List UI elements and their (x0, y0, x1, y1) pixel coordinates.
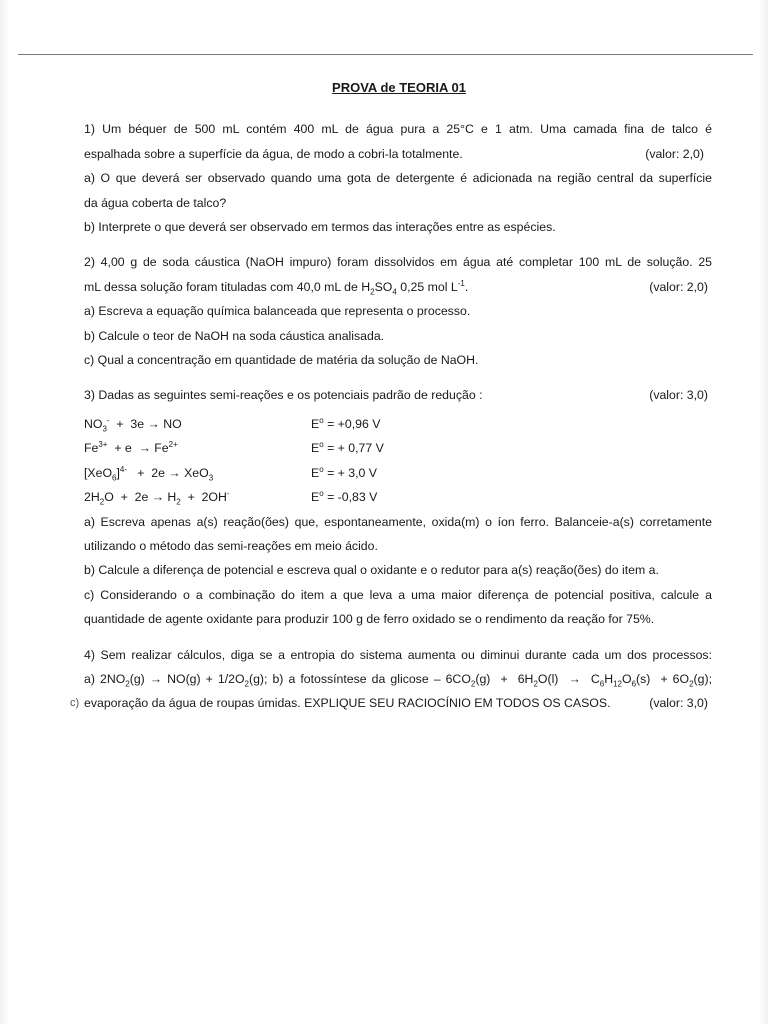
question-3 (84, 383, 712, 631)
rxn-superscript: 2+ (168, 440, 178, 450)
q4-line-3 (70, 691, 712, 715)
potential-symbol: E (311, 490, 320, 505)
rxn-text: + e → Fe (107, 441, 169, 456)
potential-value: = + 3,0 V (323, 465, 377, 480)
q1-item-b: b) Interprete o que deverá ser observado em termos das interações entre as espécies. (84, 220, 556, 235)
q2-line-2-part: . (464, 279, 469, 294)
half-reaction-2-equation (84, 436, 311, 460)
half-reaction-4 (84, 485, 712, 509)
potential-value: = + 0,77 V (323, 441, 384, 456)
potential-superscript: o (319, 440, 324, 450)
q4-text: (g) → NO(g) + 1/2O (129, 671, 245, 686)
q1-line-1: 1) Um béquer de 500 mL contém 400 mL de água pura a 25°C e 1 atm. Uma camada fina de talco é (84, 122, 712, 137)
rxn-text: + 3e → NO (109, 416, 182, 431)
q4-valor: (valor: 3,0) (649, 696, 708, 711)
q4-subscript: 2 (244, 679, 249, 689)
rxn-superscript: 3+ (98, 440, 108, 450)
half-reaction-2 (84, 436, 712, 460)
rxn-text: O + 2e → H (104, 490, 177, 505)
q4-line-3-text: evaporação da água de roupas úmidas. EXPLIQUE SEU RACIOCÍNIO EM TODOS OS CASOS. (84, 696, 611, 711)
potential-symbol: E (311, 416, 320, 431)
potential-superscript: o (319, 464, 324, 474)
half-reaction-3-potential (311, 461, 377, 485)
rxn-superscript: - (226, 489, 230, 498)
q2-subscript: 4 (392, 287, 397, 297)
rxn-subscript: 6 (112, 473, 117, 483)
q4-text: (s) + 6O (636, 671, 690, 686)
half-reaction-1-equation (84, 412, 311, 436)
exam-sheet (70, 76, 712, 727)
half-reaction-3-equation (84, 461, 311, 485)
potential-value: = -0,83 V (323, 490, 378, 505)
q4-item-c-marker: c) (70, 697, 80, 710)
rxn-subscript: 3 (208, 473, 214, 483)
q1-item-a-line-2: da água coberta de talco? (84, 195, 227, 210)
rxn-subscript: 3 (102, 424, 107, 434)
q1-valor: (valor: 2,0) (645, 146, 704, 161)
q4-text: O (622, 671, 632, 686)
q3-item-b: b) Calcule a diferença de potencial e escreva qual o oxidante e o redutor para a(s) reação(ões) do item a. (84, 563, 659, 578)
q4-subscript: 2 (533, 679, 538, 689)
q4-line-2 (84, 667, 712, 691)
q4-line-1: 4) Sem realizar cálculos, diga se a entropia do sistema aumenta ou diminui durante cada um dos processos: (84, 647, 712, 662)
q2-line-2-part: SO (374, 279, 393, 294)
top-rule-line (18, 54, 753, 55)
half-reaction-4-equation (84, 485, 311, 509)
q3-item-c-line-1: c) Considerando o a combinação do item a que leva a uma maior diferença de potencial positiva, calcule a (84, 587, 712, 602)
q4-subscript: 12 (613, 679, 622, 689)
q2-item-a: a) Escreva a equação química balanceada que representa o processo. (84, 304, 471, 319)
q4-text: a) 2NO (84, 671, 126, 686)
rxn-text: + 2e → XeO (127, 465, 209, 480)
rxn-subscript: 2 (99, 497, 105, 507)
q2-line-2 (84, 275, 712, 299)
half-reaction-3 (84, 461, 712, 485)
q4-text: (g) + 6H (475, 671, 534, 686)
q4-subscript: 2 (689, 679, 694, 689)
rxn-superscript: - (106, 415, 110, 425)
half-reaction-1 (84, 412, 712, 436)
q4-text: (g); (693, 671, 712, 686)
half-reaction-1-potential (311, 412, 380, 436)
q2-valor: (valor: 2,0) (649, 279, 708, 294)
potential-symbol: E (311, 465, 320, 480)
exam-title: PROVA de TEORIA 01 (332, 80, 466, 95)
q2-item-c: c) Qual a concentração em quantidade de matéria da solução de NaOH. (84, 353, 479, 368)
question-4 (70, 643, 712, 716)
q3-item-a-line-2: utilizando o método das semi-reações em meio ácido. (84, 538, 378, 553)
q2-item-b: b) Calcule o teor de NaOH na soda cáustica analisada. (84, 328, 385, 343)
potential-superscript: o (319, 489, 324, 498)
q4-subscript: 6 (631, 679, 637, 689)
rxn-text: [XeO (84, 465, 113, 480)
potential-value: = +0,96 V (323, 416, 381, 431)
q4-subscript: 6 (599, 679, 605, 689)
potential-symbol: E (311, 441, 320, 456)
rxn-text: Fe (84, 441, 99, 456)
question-2 (84, 250, 712, 372)
q2-line-2-part: mL dessa solução foram tituladas com 40,0 mL de H (84, 279, 371, 294)
half-reaction-2-potential (311, 436, 384, 460)
rxn-text: NO (84, 416, 103, 431)
q2-subscript: 2 (370, 287, 375, 297)
potential-superscript: o (319, 415, 324, 425)
rxn-text: 2H (84, 490, 100, 505)
q2-line-1: 2) 4,00 g de soda cáustica (NaOH impuro) foram dissolvidos em água até completar 100 mL de solução. 25 (84, 255, 712, 270)
q4-text: H (604, 671, 614, 686)
q4-text: O(l) → C (537, 671, 600, 686)
q4-text: (g); b) a fotossíntese da glicose – 6CO (248, 671, 471, 686)
q1-line-2 (84, 142, 712, 166)
half-reaction-4-potential (311, 485, 377, 509)
q2-superscript: -1 (457, 278, 465, 288)
question-1 (84, 117, 712, 239)
q4-subscript: 2 (125, 679, 130, 689)
q2-line-2-part: 0,25 mol L (396, 279, 458, 294)
rxn-text: + 2OH (180, 490, 227, 505)
q1-item-a-line-1: a) O que deverá ser observado quando uma gota de detergente é adicionada na região central da superfície (84, 171, 712, 186)
q3-item-a-line-1: a) Escreva apenas a(s) reação(ões) que, espontaneamente, oxida(m) o íon ferro. Balanceie-a(s) corretamente (84, 514, 712, 529)
rxn-superscript: 4- (119, 464, 128, 474)
q3-item-c-line-2: quantidade de agente oxidante para produzir 100 g de ferro oxidado se o rendimento da reação for 75%. (84, 612, 655, 627)
q1-line-2-text: espalhada sobre a superfície da água, de modo a cobri-la totalmente. (84, 146, 463, 161)
rxn-subscript: 2 (176, 497, 181, 507)
q4-subscript: 2 (470, 679, 476, 689)
q3-intro-text: 3) Dadas as seguintes semi-reações e os potenciais padrão de redução : (84, 388, 483, 403)
q3-intro (84, 383, 712, 407)
rxn-text: ] (116, 465, 120, 480)
q3-valor: (valor: 3,0) (649, 388, 708, 403)
